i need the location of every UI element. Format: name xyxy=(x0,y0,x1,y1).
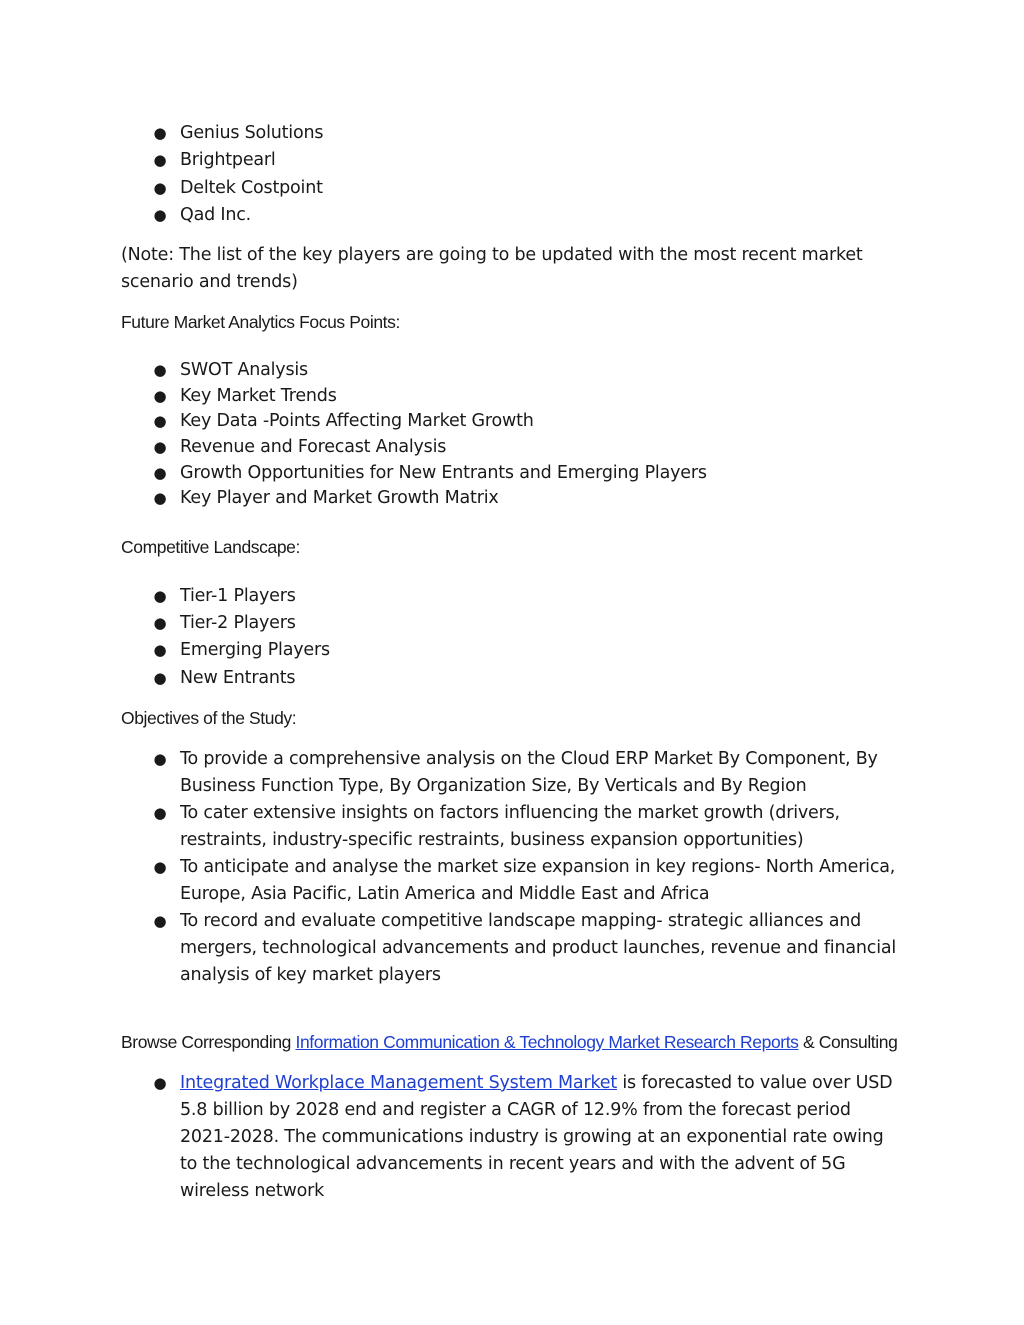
bullet-icon: ● xyxy=(153,489,167,508)
bullet-icon: ● xyxy=(153,614,167,633)
document-content xyxy=(121,120,901,1205)
ict-reports-link[interactable]: Information Communication & Technology Market Research Reports xyxy=(295,1031,799,1052)
list-item: ● Key Player and Market Growth Matrix xyxy=(121,486,901,512)
objectives-list xyxy=(121,746,901,989)
key-players-list xyxy=(121,120,901,229)
bullet-icon: ● xyxy=(153,749,167,768)
bullet-icon: ● xyxy=(153,124,167,142)
related-list xyxy=(121,1070,901,1205)
list-item: ● To record and evaluate competitive landscape mapping- strategic alliances and mergers, technological advancements and product launches, revenue and financial analysis of key market players xyxy=(121,908,901,989)
bullet-icon: ● xyxy=(153,463,167,482)
focus-list xyxy=(121,358,901,512)
focus-heading: Future Market Analytics Focus Points: xyxy=(121,312,400,333)
iwms-market-link[interactable]: Integrated Workplace Management System Market xyxy=(180,1072,617,1093)
list-item: ● New Entrants xyxy=(121,665,901,692)
list-item: ● To provide a comprehensive analysis on the Cloud ERP Market By Component, By Business Function Type, By Organization Size, By Verticals and By Region xyxy=(121,746,901,800)
bullet-icon: ● xyxy=(153,641,167,660)
list-item: ● Revenue and Forecast Analysis xyxy=(121,435,901,461)
bullet-icon: ● xyxy=(153,586,167,605)
competitive-list xyxy=(121,583,901,692)
note-paragraph: (Note: The list of the key players are going to be updated with the most recent market scenario and trends) xyxy=(121,245,863,293)
list-item: ● Growth Opportunities for New Entrants and Emerging Players xyxy=(121,461,901,487)
bullet-icon: ● xyxy=(153,911,167,930)
list-item: ● SWOT Analysis xyxy=(121,358,901,384)
list-item: ● Key Data -Points Affecting Market Growth xyxy=(121,409,901,435)
list-item: ● Genius Solutions xyxy=(121,120,901,147)
browse-paragraph: Browse Corresponding Information Communication & Technology Market Research Reports & Consulting xyxy=(121,1031,898,1052)
objectives-heading: Objectives of the Study: xyxy=(121,707,297,728)
list-item: ● Emerging Players xyxy=(121,637,901,664)
bullet-icon: ● xyxy=(153,205,167,224)
list-item: ● Tier-2 Players xyxy=(121,610,901,637)
list-item: ● Key Market Trends xyxy=(121,384,901,410)
list-item: ● Integrated Workplace Management System Market is forecasted to value over USD 5.8 billion by 2028 end and register a CAGR of 12.9% from the forecast period 2021-2028. The communications industry is growing at an exponential rate owing to the technological advancements in recent years and with the advent of 5G wireless network xyxy=(121,1070,901,1205)
competitive-heading: Competitive Landscape: xyxy=(121,536,300,557)
bullet-icon: ● xyxy=(153,857,167,876)
bullet-icon: ● xyxy=(153,803,167,822)
list-item: ● Deltek Costpoint xyxy=(121,175,901,202)
list-item: ● Qad Inc. xyxy=(121,202,901,229)
bullet-icon: ● xyxy=(153,1073,167,1092)
bullet-icon: ● xyxy=(153,412,167,431)
list-item: ● Brightpearl xyxy=(121,147,901,174)
list-item: ● To anticipate and analyse the market size expansion in key regions- North America, Europe, Asia Pacific, Latin America and Middle East and Africa xyxy=(121,854,901,908)
list-item: ● To cater extensive insights on factors influencing the market growth (drivers, restraints, industry-specific restraints, business expansion opportunities) xyxy=(121,800,901,854)
bullet-icon: ● xyxy=(153,668,167,687)
bullet-icon: ● xyxy=(153,178,167,197)
bullet-icon: ● xyxy=(153,437,167,456)
bullet-icon: ● xyxy=(153,151,167,170)
bullet-icon: ● xyxy=(153,386,167,405)
list-item: ● Tier-1 Players xyxy=(121,583,901,610)
bullet-icon: ● xyxy=(153,361,167,380)
